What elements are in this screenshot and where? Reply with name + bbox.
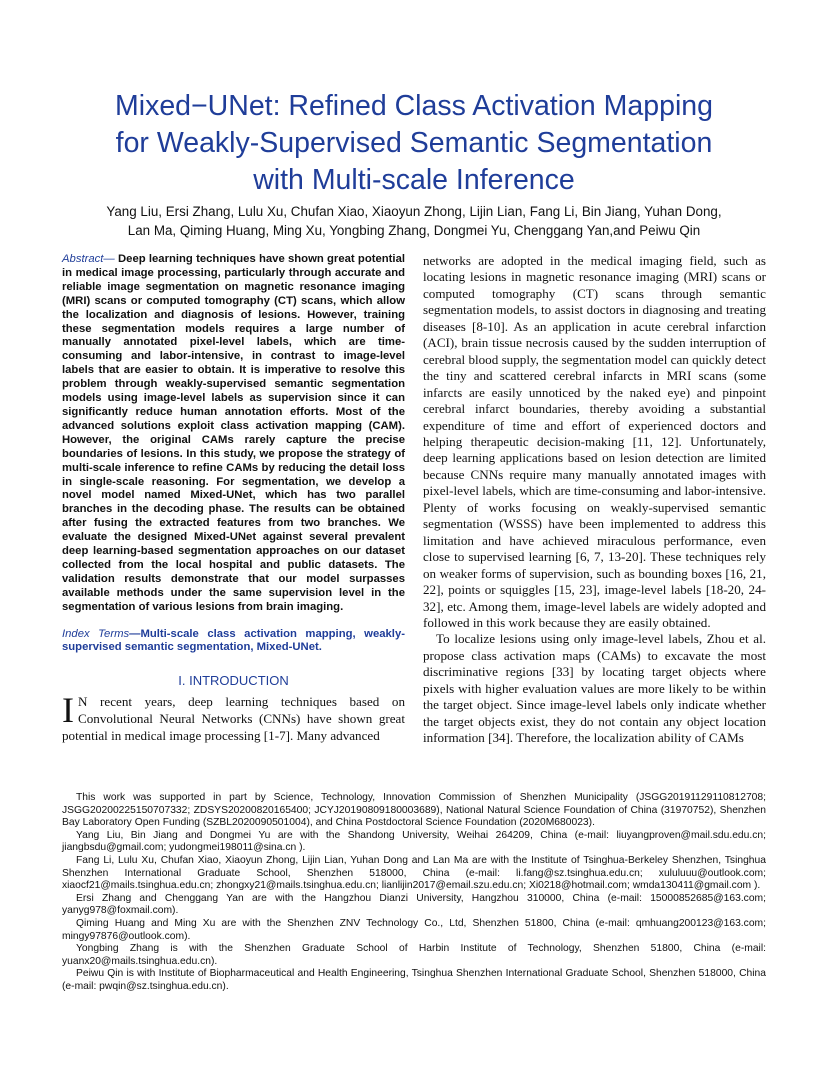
intro-text: recent years, deep learning techniques based on Convolutional Neural Networks (CNNs) have shown great potential in medical image processing [1-7]. Many advanced [62, 694, 405, 743]
left-column [62, 253, 405, 744]
title-line-1: Mixed−UNet: Refined Class Activation Mapping [115, 90, 713, 122]
index-terms [62, 628, 405, 656]
title-line-2: for Weakly-Supervised Semantic Segmentation [115, 127, 713, 159]
author-list [40, 202, 788, 240]
abstract-text: Deep learning techniques have shown great potential in medical image processing, particularly through accurate and reliable image segmentation on magnetic resonance imaging (MRI) scans or computed tomography (CT) scans, which allow the localization and diagnosis of lesions. However, training these segmentation models requires a large number of manually annotated pixel-level labels, which are time-consuming and labor-intensive, in contrast to image-level labels that are easier to obtain. It is imperative to resolve this problem through weakly-supervised semantic segmentation models using image-level labels as supervision since it can significantly reduce human annotation efforts. Most of the advanced solutions exploit class activation mapping (CAM). However, the original CAMs rarely capture the precise boundaries of lesions. In this study, we propose the strategy of multi-scale inference to refine CAMs by reducing the detail loss in single-scale reasoning. For segmentation, we develop a novel model named Mixed-UNet, which has two parallel branches in the decoding phase. The results can be obtained after fusing the extracted features from two branches. We evaluate the designed Mixed-UNet against several prevalent deep learning-based segmentation approaches on our dataset collected from the local hospital and public datasets. The validation results demonstrate that our model surpasses available methods under the same supervision level in the segmentation of various lesions from brain imaging. [62, 253, 405, 613]
author-line-2: Lan Ma, Qiming Huang, Ming Xu, Yongbing Zhang, Dongmei Yu, Chenggang Yan,and Peiwu Qin [127, 223, 701, 238]
index-terms-label: Index Terms [62, 627, 130, 640]
author-line-1: Yang Liu, Ersi Zhang, Lulu Xu, Chufan Xiao, Xiaoyun Zhong, Lijin Lian, Fang Li, Bin Jiang, Yuhan Dong, [106, 204, 722, 219]
intro-smallcaps: N [78, 694, 88, 710]
introduction-paragraph [62, 690, 405, 744]
footnote-affiliation-3: Ersi Zhang and Chenggang Yan are with the Hangzhou Dianzi University, Hangzhou 310000, China (e-mail: 15000852685@163.com; yanyg978@foxmail.com). [62, 892, 766, 917]
body-paragraph-1: networks are adopted in the medical imaging field, such as locating lesions in magnetic resonance imaging (MRI) scans or computed tomography (CT) scans through semantic segmentation models, to assist doctors in diagnosing and treating diseases [8-10]. As an application in acute cerebral infarction (ACI), brain tissue necrosis caused by the sudden interruption of cerebral blood supply, the segmentation model can quickly detect the tiny and scattered cerebral infarcts in MRI scans (some infarcts are easily unnoticed by the naked eye) and pinpoint cerebral infarct boundaries, thereby avoiding a substantial expenditure of time and effort of experienced doctors and helping therapeutic decision-making [11, 12]. Unfortunately, deep learning applications based on lesion detection are limited because CNNs require many manually annotated images with pixel-level labels, which are time-consuming and labor-intensive. Plenty of works focusing on weakly-supervised semantic segmentation (WSSS) have been implemented to address this limitation and have achieved miraculous performance, even close to supervised learning [6, 7, 13-20]. These techniques rely on weaker forms of supervision, such as bounding boxes [16, 21, 22], points or squiggles [15, 23], image-level labels [18-20, 24-32], etc. Among them, image-level labels are widely adopted and followed in this work because they are easily obtained. [423, 253, 766, 630]
section-heading-introduction: I. INTRODUCTION [178, 673, 289, 689]
abstract-label: Abstract— [62, 253, 115, 265]
footnote-funding: This work was supported in part by Science, Technology, Innovation Commission of Shenzhen Municipality (JSGG20191129110812708; JSGG20200225150707332; ZDSYS20200820165400; JCYJ20190809180003689), National Natural Science Foundation of China (31970752), Shenzhen Bay Laboratory Open Funding (SZBL2020090501004), and China Postdoctoral Science Foundation (2020M680023). [62, 792, 766, 829]
body-paragraph-2: To localize lesions using only image-level labels, Zhou et al. propose class activation maps (CAMs) to excavate the most discriminative regions [33] by locating target objects where pixels with higher evaluation values are more likely to be within the target object. Since image-level labels only indicate whether the target objects exist, they do not contain any object location information [34]. Therefore, the localization ability of CAMs [423, 631, 766, 746]
paper-title [40, 88, 788, 199]
footnote-affiliation-2: Fang Li, Lulu Xu, Chufan Xiao, Xiaoyun Zhong, Lijin Lian, Yuhan Dong and Lan Ma are with the Institute of Tsinghua-Berkeley Shenzhen, Tsinghua Shenzhen International Graduate School, Shenzhen 518000, China (e-mail: li.fang@sz.tsinghua.edu.cn; xululuuu@outlook.com; xiaocf21@mails.tsinghua.edu.cn; zhongxy21@mails.tsinghua.edu.cn; lianlijin2017@email.szu.edu.cn; Xi0218@hotmail.com; wmda130411@gmail.com ). [62, 854, 766, 892]
title-line-3: with Multi-scale Inference [253, 164, 575, 196]
footnote-affiliation-6: Peiwu Qin is with Institute of Biopharmaceutical and Health Engineering, Tsinghua Shenzhen International Graduate School, Shenzhen 518000, China (e-mail: pwqin@sz.tsinghua.edu.cn). [62, 968, 766, 992]
index-terms-text: —Multi-scale class activation mapping, weakly-supervised semantic segmentation, Mixed-UNet. [62, 627, 405, 654]
footnotes [62, 792, 766, 994]
footnote-affiliation-5: Yongbing Zhang is with the Shenzhen Graduate School of Harbin Institute of Technology, Shenzhen 51800, China (e-mail: yuanx20@mails.tsinghua.edu.cn). [62, 943, 766, 967]
footnote-affiliation-4: Qiming Huang and Ming Xu are with the Shenzhen ZNV Technology Co., Ltd, Shenzhen 51800, China (e-mail: qmhuang200123@163.com; mingy97876@outlook.com). [62, 917, 766, 942]
abstract [62, 253, 405, 615]
drop-cap: I [62, 690, 74, 731]
right-column [423, 253, 766, 747]
footnote-affiliation-1: Yang Liu, Bin Jiang and Dongmei Yu are with the Shandong University, Weihai 264209, China (e-mail: liuyangproven@mail.sdu.edu.cn; jiangbsdu@gmail.com; yudongmei198011@sina.cn ). [62, 829, 766, 854]
